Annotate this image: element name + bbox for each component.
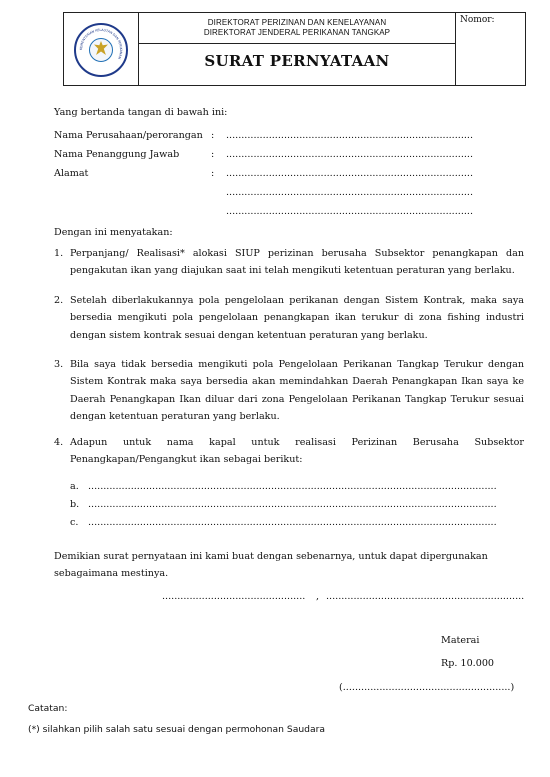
- materai-label: Materai: [441, 635, 480, 646]
- svg-text:KEMENTERIAN KELAUTAN DAN PERIK: KEMENTERIAN KELAUTAN DAN PERIKANAN: [78, 27, 124, 60]
- statement-item: Adapun untuk nama kapal untuk realisasi Perizinan Berusaha Subsektor Penangkapan/Pengangkut ikan sebagai berikut:: [70, 437, 524, 466]
- header-divider: [139, 43, 455, 44]
- document-title: SURAT PERNYATAAN: [204, 52, 390, 70]
- vessel-name-line: ......................................................................................................................................: [88, 481, 497, 492]
- vessel-name-line: ......................................................................................................................................: [88, 499, 497, 510]
- notes-label: Catatan:: [28, 703, 68, 714]
- vessel-label: b.: [70, 499, 80, 510]
- field-value-address-3: .................................................................................: [226, 206, 474, 217]
- vessel-name-line: ......................................................................................................................................: [88, 517, 497, 528]
- document-header: [63, 12, 526, 86]
- vessel-label: a.: [70, 481, 79, 492]
- logo-cell: [64, 13, 139, 85]
- field-value-responsible: .................................................................................: [226, 149, 474, 160]
- vessel-label: c.: [70, 517, 79, 528]
- statement-item: Perpanjang/ Realisasi* alokasi SIUP perizinan berusaha Subsektor penangkapan dan pengakutan ikan yang diajukan saat ini telah mengikuti ketentuan peraturan yang berlaku.: [70, 248, 524, 277]
- statement-item: Setelah diberlakukannya pola pengelolaan perikanan dengan Sistem Kontrak, maka saya bersedia mengikuti pola pengelolaan penangkapan ikan terukur di zona fishing industri dengan sistem kontrak sesuai dengan ketentuan peraturan yang berlaku.: [70, 295, 524, 341]
- field-label-address: Alamat: [54, 168, 89, 179]
- ministry-logo: [74, 23, 128, 77]
- intro-text: Yang bertanda tangan di bawah ini:: [54, 107, 228, 118]
- header-title-cell: [139, 13, 456, 85]
- field-colon: :: [211, 168, 215, 179]
- closing-statement: Demikian surat pernyataan ini kami buat dengan sebenarnya, untuk dapat dipergunakan sebagaimana mestinya.: [54, 551, 488, 580]
- field-label-company: Nama Perusahaan/perorangan: [54, 130, 203, 141]
- field-colon: :: [211, 130, 215, 141]
- place-date-separator: ,: [316, 591, 320, 602]
- item-number: 3.: [54, 359, 64, 370]
- notes-text: (*) silahkan pilih salah satu sesuai dengan permohonan Saudara: [28, 724, 326, 735]
- materai-amount: Rp. 10.000: [441, 658, 495, 669]
- field-value-address-2: .................................................................................: [226, 187, 474, 198]
- field-value-address: .................................................................................: [226, 168, 474, 179]
- item-number: 4.: [54, 437, 64, 448]
- field-value-company: .................................................................................: [226, 130, 474, 141]
- item-number: 2.: [54, 295, 64, 306]
- nomor-label: Nomor:: [460, 15, 495, 25]
- date-line: .................................................................: [326, 591, 525, 602]
- statement-intro: Dengan ini menyatakan:: [54, 227, 173, 238]
- field-label-responsible: Nama Penanggung Jawab: [54, 149, 180, 160]
- signature-name-line: (.......................................................): [339, 682, 515, 693]
- org-line-1: DIREKTORAT PERIZINAN DAN KENELAYANAN: [207, 18, 387, 27]
- field-colon: :: [211, 149, 215, 160]
- org-line-2: DIREKTORAT JENDERAL PERIKANAN TANGKAP: [203, 28, 391, 37]
- place-line: ...............................................: [162, 591, 306, 602]
- statement-item: Bila saya tidak bersedia mengikuti pola Pengelolaan Perikanan Tangkap Terukur dengan Sistem Kontrak maka saya bersedia akan memindahkan Daerah Penangkapan Ikan saya ke Daerah Penangkapan Ikan diluar dari zona Pengelolaan Perikanan Tangkap Terukur sesuai dengan ketentuan peraturan yang berlaku.: [70, 359, 524, 423]
- item-number: 1.: [54, 248, 64, 259]
